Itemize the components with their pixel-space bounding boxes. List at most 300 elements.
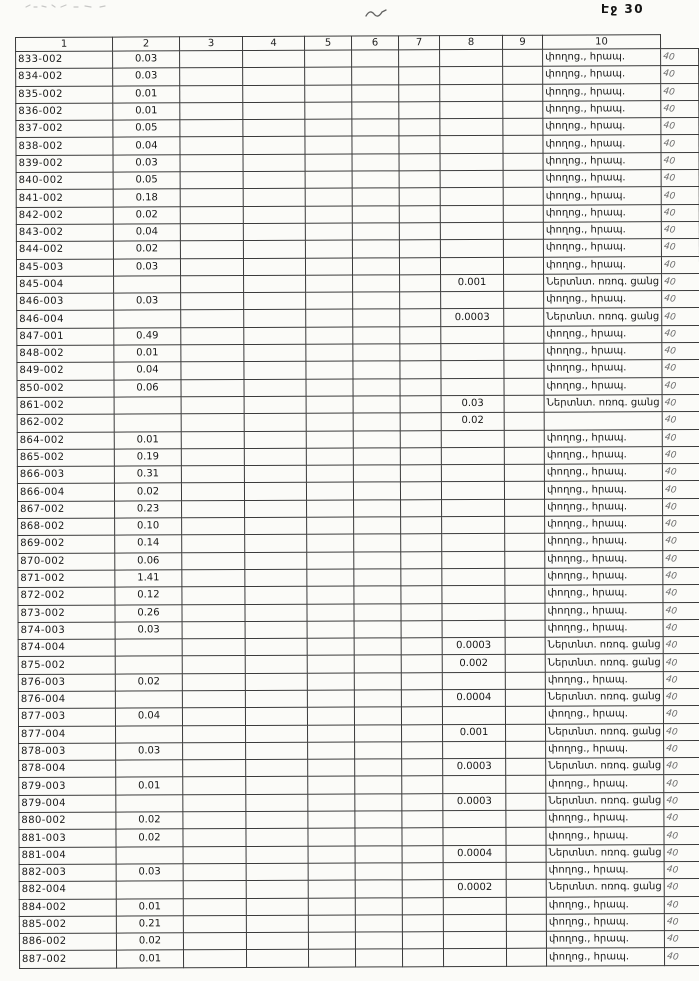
category-cell: Ներտնտ. ոռոգ. ցանց xyxy=(546,879,664,897)
margin-mark xyxy=(661,239,699,256)
empty-cell xyxy=(183,829,246,847)
value-col2-cell xyxy=(115,639,182,657)
value-col2-cell: 0.01 xyxy=(116,950,183,968)
empty-cell xyxy=(243,241,305,259)
category-cell: Ներտնտ. ոռոգ. ցանց xyxy=(546,792,664,810)
empty-cell xyxy=(244,275,306,293)
margin-mark xyxy=(662,325,699,342)
value-col8-cell xyxy=(440,101,503,119)
empty-cell xyxy=(306,344,353,362)
empty-cell xyxy=(352,240,399,258)
code-cell: 833-002 xyxy=(16,51,113,69)
empty-cell xyxy=(353,344,400,362)
empty-cell xyxy=(305,67,352,85)
empty-cell xyxy=(505,568,545,585)
empty-cell xyxy=(401,551,442,568)
value-col2-cell xyxy=(116,881,183,899)
column-header: 2 xyxy=(113,37,180,51)
empty-cell xyxy=(352,119,399,137)
empty-cell xyxy=(504,274,544,291)
empty-cell xyxy=(352,84,399,102)
empty-cell xyxy=(181,275,244,293)
empty-cell xyxy=(355,828,402,846)
margin-mark xyxy=(663,516,699,533)
empty-cell xyxy=(503,205,543,222)
empty-cell xyxy=(246,846,308,864)
margin-mark-text: 40 xyxy=(664,570,678,583)
code-cell: 864-002 xyxy=(17,432,114,450)
empty-cell xyxy=(306,275,353,293)
empty-cell xyxy=(181,310,244,328)
code-cell: 872-002 xyxy=(18,587,115,605)
data-table xyxy=(15,34,699,969)
empty-cell xyxy=(352,205,399,223)
margin-mark-text: 40 xyxy=(662,51,676,64)
margin-mark xyxy=(662,343,699,360)
empty-cell xyxy=(353,430,400,448)
code-cell: 842-002 xyxy=(16,207,113,225)
margin-mark-text: 40 xyxy=(664,449,677,461)
category-cell: Ներտնտ. ոռոգ. ցանց xyxy=(546,723,664,741)
empty-cell xyxy=(307,673,354,691)
code-cell: 877-004 xyxy=(19,726,116,744)
value-col2-cell: 0.26 xyxy=(115,604,182,622)
code-cell: 847-001 xyxy=(17,328,114,346)
margin-mark-text: 40 xyxy=(665,674,678,686)
margin-mark xyxy=(663,688,699,705)
margin-mark xyxy=(664,792,699,809)
value-col2-cell: 0.02 xyxy=(116,812,183,830)
column-header: 7 xyxy=(398,36,439,50)
value-col8-cell xyxy=(441,378,504,396)
value-col2-cell: 0.04 xyxy=(113,224,180,242)
value-col2-cell: 0.03 xyxy=(116,864,183,882)
code-cell: 887-002 xyxy=(19,951,116,969)
empty-cell xyxy=(244,379,306,397)
value-col2-cell: 0.06 xyxy=(114,379,181,397)
empty-cell xyxy=(355,776,402,794)
category-cell: փողոց., հրապ. xyxy=(544,447,662,465)
empty-cell xyxy=(308,898,355,916)
empty-cell xyxy=(305,240,352,258)
empty-cell xyxy=(245,708,307,726)
value-col8-cell xyxy=(440,67,503,85)
empty-cell xyxy=(399,188,440,205)
empty-cell xyxy=(399,223,440,240)
value-col8-cell xyxy=(441,343,504,361)
margin-header-spacer xyxy=(660,35,698,49)
empty-cell xyxy=(506,828,546,845)
empty-cell xyxy=(401,534,442,551)
empty-cell xyxy=(246,811,308,829)
value-col8-cell: 0.0002 xyxy=(443,880,506,898)
margin-mark xyxy=(663,498,699,515)
margin-mark xyxy=(664,931,699,948)
code-cell: 870-002 xyxy=(18,553,115,571)
code-cell: 878-004 xyxy=(19,760,116,778)
empty-cell xyxy=(243,223,305,241)
value-col8-cell: 0.001 xyxy=(443,724,506,742)
empty-cell xyxy=(503,170,543,187)
empty-cell xyxy=(305,258,352,276)
empty-cell xyxy=(183,846,246,864)
value-col2-cell xyxy=(114,414,181,432)
code-cell: 841-002 xyxy=(16,189,113,207)
value-col8-cell: 0.0003 xyxy=(443,759,506,777)
value-col8-cell xyxy=(443,810,506,828)
empty-cell xyxy=(183,794,246,812)
value-col8-cell xyxy=(442,586,505,604)
code-cell: 882-004 xyxy=(19,881,116,899)
empty-cell xyxy=(182,500,245,518)
empty-cell xyxy=(505,516,545,533)
empty-cell xyxy=(352,171,399,189)
empty-cell xyxy=(506,862,546,879)
empty-cell xyxy=(504,361,544,378)
margin-mark-text: 40 xyxy=(663,310,677,323)
empty-cell xyxy=(308,846,355,864)
code-cell: 845-003 xyxy=(16,259,113,277)
empty-cell xyxy=(182,552,245,570)
empty-cell xyxy=(183,915,246,933)
empty-cell xyxy=(180,172,243,190)
margin-mark xyxy=(664,948,699,965)
value-col2-cell: 0.10 xyxy=(115,518,182,536)
margin-mark-text: 40 xyxy=(663,328,677,340)
code-cell: 866-004 xyxy=(17,483,114,501)
empty-cell xyxy=(503,84,543,101)
empty-cell xyxy=(180,154,243,172)
empty-cell xyxy=(181,362,244,380)
empty-cell xyxy=(401,672,442,689)
empty-cell xyxy=(243,206,305,224)
category-cell: փողոց., հրապ. xyxy=(546,862,664,880)
empty-cell xyxy=(308,776,355,794)
margin-mark xyxy=(663,550,699,567)
code-cell: 876-004 xyxy=(18,691,115,709)
column-header: 6 xyxy=(351,36,398,50)
empty-cell xyxy=(246,932,308,950)
empty-cell xyxy=(354,551,401,569)
category-cell: Ներտնտ. ոռոգ. ցանց xyxy=(544,308,662,326)
empty-cell xyxy=(402,897,443,914)
value-col2-cell: 0.49 xyxy=(114,328,181,346)
empty-cell xyxy=(305,137,352,155)
code-cell: 885-002 xyxy=(19,916,116,934)
value-col8-cell xyxy=(441,482,504,500)
empty-cell xyxy=(504,482,544,499)
category-cell: Ներտնտ. ոռոգ. ցանց xyxy=(545,689,663,707)
value-col8-cell xyxy=(442,534,505,552)
value-col2-cell: 0.06 xyxy=(115,552,182,570)
value-col2-cell: 0.03 xyxy=(113,258,180,276)
empty-cell xyxy=(355,949,402,967)
empty-cell xyxy=(243,102,305,120)
empty-cell xyxy=(399,50,440,67)
empty-cell xyxy=(354,569,401,587)
code-cell: 837-002 xyxy=(16,120,113,138)
code-cell: 867-002 xyxy=(18,501,115,519)
empty-cell xyxy=(306,413,353,431)
empty-cell xyxy=(181,414,244,432)
margin-mark-text: 40 xyxy=(662,103,676,115)
column-header: 4 xyxy=(243,36,305,50)
code-cell: 839-002 xyxy=(16,155,113,173)
empty-cell xyxy=(182,673,245,691)
margin-mark xyxy=(661,118,699,135)
empty-cell xyxy=(244,448,306,466)
empty-cell xyxy=(355,724,402,742)
empty-cell xyxy=(355,915,402,933)
category-cell: փողոց., հրապ. xyxy=(546,741,664,759)
value-col8-cell xyxy=(440,222,503,240)
empty-cell xyxy=(504,430,544,447)
value-col2-cell: 0.03 xyxy=(113,51,180,69)
value-col2-cell: 0.02 xyxy=(115,673,182,691)
empty-cell xyxy=(352,188,399,206)
empty-cell xyxy=(355,845,402,863)
category-cell: Ներտնտ. ոռոգ. ցանց xyxy=(546,758,664,776)
category-cell: փողոց., հրապ. xyxy=(545,619,663,637)
empty-cell xyxy=(355,897,402,915)
empty-cell xyxy=(244,431,306,449)
category-cell: փողոց., հրապ. xyxy=(546,775,664,793)
empty-cell xyxy=(305,206,352,224)
empty-cell xyxy=(402,793,443,810)
margin-mark xyxy=(662,394,699,411)
margin-mark xyxy=(661,256,699,273)
empty-cell xyxy=(353,327,400,345)
empty-cell xyxy=(183,933,246,951)
category-cell: փողոց., հրապ. xyxy=(543,118,661,136)
empty-cell xyxy=(355,932,402,950)
code-cell: 871-002 xyxy=(18,570,115,588)
empty-cell xyxy=(180,51,243,69)
value-col8-cell xyxy=(442,603,505,621)
value-col8-cell xyxy=(443,862,506,880)
empty-cell xyxy=(399,84,440,101)
empty-cell xyxy=(246,794,308,812)
empty-cell xyxy=(506,897,546,914)
empty-cell xyxy=(503,222,543,239)
value-col8-cell: 0.002 xyxy=(442,655,505,673)
empty-cell xyxy=(180,206,243,224)
code-cell: 879-004 xyxy=(19,795,116,813)
empty-cell xyxy=(401,499,442,516)
code-cell: 862-002 xyxy=(17,414,114,432)
empty-cell xyxy=(402,828,443,845)
empty-cell xyxy=(307,586,354,604)
empty-cell xyxy=(353,292,400,310)
value-col8-cell xyxy=(440,205,503,223)
empty-cell xyxy=(353,378,400,396)
code-cell: 845-004 xyxy=(17,276,114,294)
margin-mark-text: 40 xyxy=(664,466,678,479)
category-cell: Ներտնտ. ոռոգ. ցանց xyxy=(546,844,664,862)
empty-cell xyxy=(307,707,354,725)
value-col8-cell: 0.0004 xyxy=(442,689,505,707)
empty-cell xyxy=(354,603,401,621)
empty-cell xyxy=(181,431,244,449)
category-cell: Ներտնտ. ոռոգ. ցանց xyxy=(545,637,663,655)
value-col8-cell xyxy=(441,430,504,448)
empty-cell xyxy=(402,845,443,862)
empty-cell xyxy=(308,863,355,881)
empty-cell xyxy=(245,517,307,535)
margin-mark-text: 40 xyxy=(662,137,676,150)
empty-cell xyxy=(399,136,440,153)
empty-cell xyxy=(353,413,400,431)
code-cell: 844-002 xyxy=(16,241,113,259)
empty-cell xyxy=(506,845,546,862)
empty-cell xyxy=(180,223,243,241)
category-cell: փողոց., հրապ. xyxy=(543,152,661,170)
empty-cell xyxy=(305,119,352,137)
code-cell: 884-002 xyxy=(19,899,116,917)
empty-cell xyxy=(400,430,441,447)
value-col8-cell xyxy=(440,188,503,206)
margin-mark-text: 40 xyxy=(665,829,679,842)
empty-cell xyxy=(245,621,307,639)
empty-cell xyxy=(245,656,307,674)
category-cell: փողոց., հրապ. xyxy=(546,810,664,828)
empty-cell xyxy=(246,915,308,933)
code-cell: 836-002 xyxy=(16,103,113,121)
empty-cell xyxy=(505,637,545,654)
empty-cell xyxy=(400,482,441,499)
empty-cell xyxy=(506,931,546,948)
handwritten-scribble xyxy=(24,1,154,13)
margin-mark-text: 40 xyxy=(665,760,679,773)
empty-cell xyxy=(399,240,440,257)
empty-cell xyxy=(401,690,442,707)
margin-mark-text: 40 xyxy=(666,950,680,963)
margin-mark-text: 40 xyxy=(666,916,680,928)
code-cell: 880-002 xyxy=(19,812,116,830)
empty-cell xyxy=(503,188,543,205)
empty-cell xyxy=(246,742,308,760)
empty-cell xyxy=(308,828,355,846)
category-cell: փողոց., հրապ. xyxy=(545,568,663,586)
category-cell: Ներտնտ. ոռոգ. ցանց xyxy=(544,274,662,292)
category-cell: փողոց., հրապ. xyxy=(543,222,661,240)
empty-cell xyxy=(305,50,352,68)
empty-cell xyxy=(504,464,544,481)
margin-mark xyxy=(662,377,699,394)
empty-cell xyxy=(306,396,353,414)
category-cell: փողոց., հրապ. xyxy=(543,170,661,188)
category-cell: փողոց., հրապ. xyxy=(545,533,663,551)
category-cell: փողոց., հրապ. xyxy=(544,343,662,361)
code-cell: 848-002 xyxy=(17,345,114,363)
value-col2-cell: 0.01 xyxy=(116,777,183,795)
margin-mark-text: 40 xyxy=(662,120,676,133)
category-cell: փողոց., հրապ. xyxy=(543,83,661,101)
empty-cell xyxy=(503,153,543,170)
code-cell: 865-002 xyxy=(17,449,114,467)
value-col8-cell xyxy=(442,499,505,517)
empty-cell xyxy=(243,85,305,103)
value-col8-cell xyxy=(440,49,503,67)
value-col2-cell xyxy=(116,795,183,813)
code-cell: 873-002 xyxy=(18,605,115,623)
empty-cell xyxy=(182,587,245,605)
empty-cell xyxy=(401,638,442,655)
value-col8-cell xyxy=(443,741,506,759)
empty-cell xyxy=(355,863,402,881)
empty-cell xyxy=(305,171,352,189)
empty-cell xyxy=(402,880,443,897)
empty-cell xyxy=(399,67,440,84)
empty-cell xyxy=(243,50,305,68)
margin-mark-text: 40 xyxy=(665,691,679,704)
empty-cell xyxy=(180,137,243,155)
value-col2-cell: 0.01 xyxy=(113,85,180,103)
empty-cell xyxy=(401,707,442,724)
value-col8-cell: 0.0003 xyxy=(442,637,505,655)
empty-cell xyxy=(506,949,546,966)
margin-mark-text: 40 xyxy=(663,414,677,427)
empty-cell xyxy=(181,448,244,466)
code-cell: 834-002 xyxy=(16,68,113,86)
empty-cell xyxy=(244,413,306,431)
empty-cell xyxy=(400,361,441,378)
empty-cell xyxy=(504,447,544,464)
category-cell: փողոց., հրապ. xyxy=(544,360,662,378)
code-cell: 838-002 xyxy=(16,138,113,156)
value-col8-cell xyxy=(440,240,503,258)
empty-cell xyxy=(506,776,546,793)
value-col2-cell: 0.03 xyxy=(113,68,180,86)
value-col2-cell: 0.03 xyxy=(114,293,181,311)
empty-cell xyxy=(306,431,353,449)
empty-cell xyxy=(180,68,243,86)
empty-cell xyxy=(506,879,546,896)
empty-cell xyxy=(245,535,307,553)
empty-cell xyxy=(307,517,354,535)
empty-cell xyxy=(402,863,443,880)
empty-cell xyxy=(182,621,245,639)
empty-cell xyxy=(245,690,307,708)
empty-cell xyxy=(503,49,543,66)
value-col2-cell: 0.31 xyxy=(114,466,181,484)
margin-mark xyxy=(662,429,699,446)
code-cell: 861-002 xyxy=(17,397,114,415)
margin-mark-text: 40 xyxy=(662,172,676,185)
empty-cell xyxy=(181,396,244,414)
empty-cell xyxy=(246,725,308,743)
margin-mark-text: 40 xyxy=(663,397,677,410)
margin-mark xyxy=(664,861,699,878)
empty-cell xyxy=(183,898,246,916)
code-cell: 840-002 xyxy=(16,172,113,190)
empty-cell xyxy=(402,742,443,759)
empty-cell xyxy=(352,67,399,85)
empty-cell xyxy=(503,118,543,135)
empty-cell xyxy=(246,863,308,881)
category-cell: փողոց., հրապ. xyxy=(544,464,662,482)
empty-cell xyxy=(354,655,401,673)
empty-cell xyxy=(306,379,353,397)
empty-cell xyxy=(308,880,355,898)
category-cell: փողոց., հրապ. xyxy=(546,914,664,932)
empty-cell xyxy=(244,465,306,483)
margin-mark-text: 40 xyxy=(663,189,676,202)
empty-cell xyxy=(506,741,546,758)
empty-cell xyxy=(399,153,440,170)
empty-cell xyxy=(307,638,354,656)
category-cell: փողոց., հրապ. xyxy=(543,49,661,67)
